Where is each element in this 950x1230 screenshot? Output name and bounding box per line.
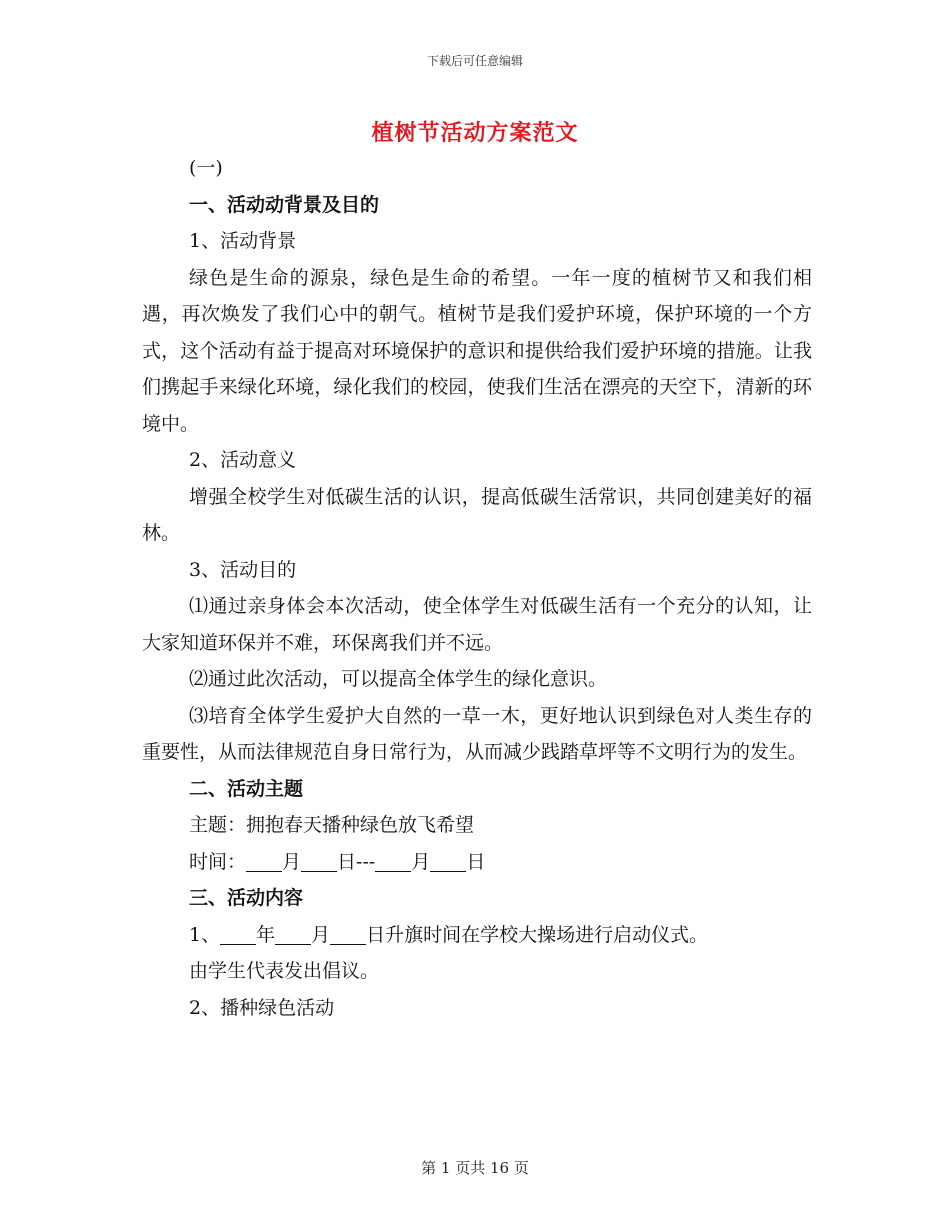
time-month-2: 月 xyxy=(411,850,431,873)
blank-field xyxy=(430,851,466,872)
page-header: 下载后可任意编辑 xyxy=(426,54,523,68)
time-line xyxy=(142,844,812,881)
part-label: (一) xyxy=(189,157,223,179)
paragraph-background: 绿色是生命的源泉，绿色是生命的希望。一年一度的植树节又和我们相遇，再次焕发了我们心中的朝气。植树节是我们爱护环境，保护环境的一个方式，这个活动有益于提高对环境保护的意识和提供给我们爱护环境的措施。让我们携起手来绿化环境，绿化我们的校园，使我们生活在漂亮的天空下，清新的环境中。 xyxy=(142,266,812,435)
time-day-1: 日 xyxy=(337,850,357,873)
blank-field xyxy=(275,924,311,945)
blank-field xyxy=(301,851,337,872)
purpose-item-1: ⑴通过亲身体会本次活动，使全体学生对低碳生活有一个充分的认知，让大家知道环保并不难，环保离我们并不远。 xyxy=(142,595,812,654)
content-item-2: 2、播种绿色活动 xyxy=(189,996,335,1019)
content-item-1-continued: 由学生代表发出倡议。 xyxy=(189,960,380,982)
content-item-1-year: 年 xyxy=(256,923,276,946)
page-footer: 第 1 页共 16 页 xyxy=(421,1159,529,1177)
purpose-item-3: ⑶培育全体学生爱护大自然的一草一木，更好地认识到绿色对人类生存的重要性，从而法律规范自身日常行为，从而减少践踏草坪等不文明行为的发生。 xyxy=(142,704,812,763)
time-separator: --- xyxy=(356,850,376,873)
content-item-1 xyxy=(142,917,812,954)
time-day-2: 日 xyxy=(466,850,486,873)
paragraph-significance: 增强全校学生对低碳生活的认识，提高低碳生活常识，共同创建美好的福林。 xyxy=(142,485,812,544)
heading-content: 三、活动内容 xyxy=(189,887,304,909)
subheading-significance: 2、活动意义 xyxy=(189,449,297,471)
time-month-1: 月 xyxy=(282,850,302,873)
blank-field xyxy=(246,851,282,872)
content-item-1-rest: 日升旗时间在学校大操场进行启动仪式。 xyxy=(366,923,709,946)
time-label: 时间： xyxy=(189,850,247,873)
document-body xyxy=(142,150,812,1026)
blank-field xyxy=(330,924,366,945)
heading-theme: 二、活动主题 xyxy=(189,777,304,800)
heading-background-purpose: 一、活动动背景及目的 xyxy=(189,193,380,216)
content-item-1-prefix: 1、 xyxy=(189,923,221,946)
purpose-item-2: ⑵通过此次活动，可以提高全体学生的绿化意识。 xyxy=(189,668,608,690)
content-item-1-month: 月 xyxy=(311,923,331,946)
document-title: 植树节活动方案范文 xyxy=(371,120,579,146)
blank-field xyxy=(220,924,256,945)
subheading-purpose: 3、活动目的 xyxy=(189,558,297,581)
theme-line: 主题：拥抱春天播种绿色放飞希望 xyxy=(189,814,475,836)
subheading-background: 1、活动背景 xyxy=(189,230,297,252)
blank-field xyxy=(375,851,411,872)
